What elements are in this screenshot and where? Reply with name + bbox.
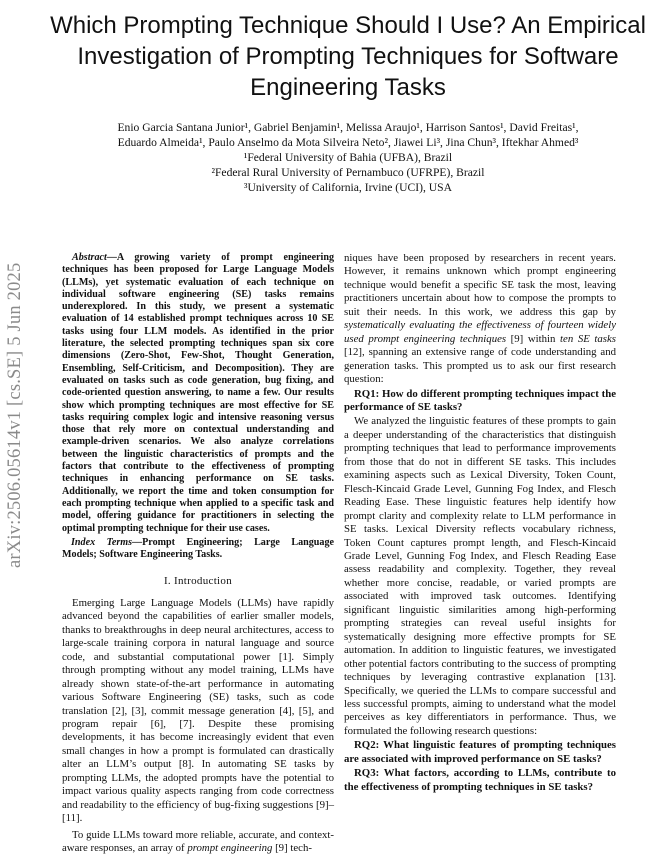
intro-p2-text-a: To guide LLMs toward more reliable, accurate, and context-aware responses, an array of <box>62 828 334 855</box>
right-p1-emphasis-2: ten SE tasks <box>560 332 616 345</box>
right-p1-emphasis: systematically evaluating the effectiveness of fourteen widely used prompt engineering techniques <box>344 319 616 345</box>
intro-paragraph-1: Emerging Large Language Models (LLMs) have rapidly advanced beyond the capabilities of earlier smaller models, thanks to breakthroughs in deep neural architectures, access to large-scale training corpora in natural language and source code, and substantial computational power [1]. Simply through prompting without any model training, LLMs have already shown state-of-the-art performance in automating various Software Engineering (SE) tasks, such as code translation [2], [3], commit message generation [4], [5], and program repair [6], [7]. Despite these promising developments, it has become increasingly evident that even small changes in how a prompt is formulated can drastically alter an LLM’s output [8]. In automating SE tasks by prompting LLMs, the adopted prompts have the potential to impact various quality aspects ranging from code correctness and readability to the efficiency of bug-fixing suggestions [9]–[11]. <box>62 596 334 825</box>
right-column <box>344 252 616 795</box>
abstract-text: —A growing variety of prompt engineering techniques has been proposed for Large Language Models (LLMs), yet systematic evaluation of each technique on individual software engineering (SE) tasks remains underexplored. In this study, we present a systematic evaluation of 14 established prompt techniques across 10 SE tasks using four LLM models. As identified in the prior literature, the selected prompting techniques span six core dimensions (Zero-Shot, Few-Shot, Thought Generation, Ensembling, Self-Criticism, and Decomposition). They are evaluated on tasks such as code generation, bug fixing, and code-oriented question answering, to name a few. Our results show which prompting techniques are most effective for SE tasks requiring complex logic and intensive reasoning versus those that rely more on contextual understanding and example-driven scenarios. We also analyze correlations between the linguistic characteristics of prompts and the factors that contribute to the effectiveness of prompting techniques in enhancing performance on SE tasks. Additionally, we report the time and token consumption for each prompting technique when applied to a specific task and model, offering guidance for practitioners in selecting the optimal prompting technique for their use cases. <box>62 252 334 534</box>
left-column <box>62 252 334 855</box>
right-paragraph-2: We analyzed the linguistic features of these prompts to gain a deeper understanding of the characteristics that distinguish prompting techniques that lead to performance improvements from those that do not in different SE tasks. This includes examining aspects such as Lexical Diversity, Token Count, Flesch-Kincaid Grade Level, Gunning Fog Index, and Flesch Reading Ease. These linguistic features help identify how prompt clarity and complexity relate to LLM performance in SE tasks. Lexical Diversity reflects vocabulary richness, Token Count captures prompt length, and Flesch-Kincaid Grade Level, Gunning Fog Index, and Flesch Reading Ease assess readability and complexity. Together, they reveal whether more concise, readable, or varied prompts are associated with improved task outcomes. Identifying significant linguistic similarities among high-performing prompting strategies can reveal useful insights for systematically designing more effective prompts for SE automation. In addition to linguistic features, we investigated other potential factors contributing to the success of prompting techniques by leveraging contrastive explanation [13]. Specifically, we queried the LLMs to compare successful and less successful prompts, aiming to understand what the model perceives as key differentiators in performance. Thus, we formulated the following research questions: <box>344 415 616 737</box>
intro-p2-emphasis: prompt engineering <box>187 842 273 855</box>
affiliation-2: ²Federal Rural University of Pernambuco (UFRPE), Brazil <box>211 166 485 179</box>
paper-title: Which Prompting Technique Should I Use? An Empirical Investigation of Prompting Techniques for Software Engineering Tasks <box>50 12 646 101</box>
index-terms-label: Index Terms <box>71 536 133 548</box>
intro-paragraph-2 <box>62 829 334 855</box>
authors-line-1: Enio Garcia Santana Junior¹, Gabriel Benjamin¹, Melissa Araujo¹, Harrison Santos¹, David Freitas¹, <box>117 121 579 134</box>
research-question-2: RQ2: What linguistic features of prompting techniques are associated with improved performance on SE tasks? <box>344 739 616 765</box>
intro-p2-text-b: [9] tech- <box>272 842 312 855</box>
index-terms-text: —Prompt Engineering; Large Language Models; Software Engineering Tasks. <box>62 536 334 561</box>
authors-line-2: Eduardo Almeida¹, Paulo Anselmo da Mota Silveira Neto², Jiawei Li³, Jina Chun³, Iftekhar Ahmed³ <box>117 136 579 149</box>
right-p1-text-a: niques have been proposed by researchers in recent years. However, it remains unknown which prompt engineering technique would benefit a specific SE task the most, leaving practitioners uncertain about how to compose the prompts to suit their needs. In this work, we address this gap by <box>344 252 616 318</box>
author-block <box>50 120 646 195</box>
right-p1-text-c: [12], spanning an extensive range of code understanding and generation tasks. This prompted us to ask our first research question: <box>344 346 616 386</box>
abstract-label: Abstract <box>72 252 107 263</box>
index-terms <box>62 537 334 562</box>
arxiv-identifier: arXiv:2506.05614v1 [cs.SE] 5 Jun 2025 <box>5 262 25 568</box>
abstract <box>62 252 334 535</box>
affiliation-1: ¹Federal University of Bahia (UFBA), Brazil <box>243 151 453 164</box>
research-question-1: RQ1: How do different prompting techniques impact the performance of SE tasks? <box>344 387 616 413</box>
right-paragraph-1 <box>344 252 616 387</box>
affiliation-3: ³University of California, Irvine (UCI), USA <box>244 181 452 194</box>
right-p1-text-b: [9] within <box>506 332 561 345</box>
section-heading: I. Introduction <box>163 575 233 588</box>
research-question-3: RQ3: What factors, according to LLMs, contribute to the effectiveness of prompting techniques in SE tasks? <box>344 767 616 793</box>
